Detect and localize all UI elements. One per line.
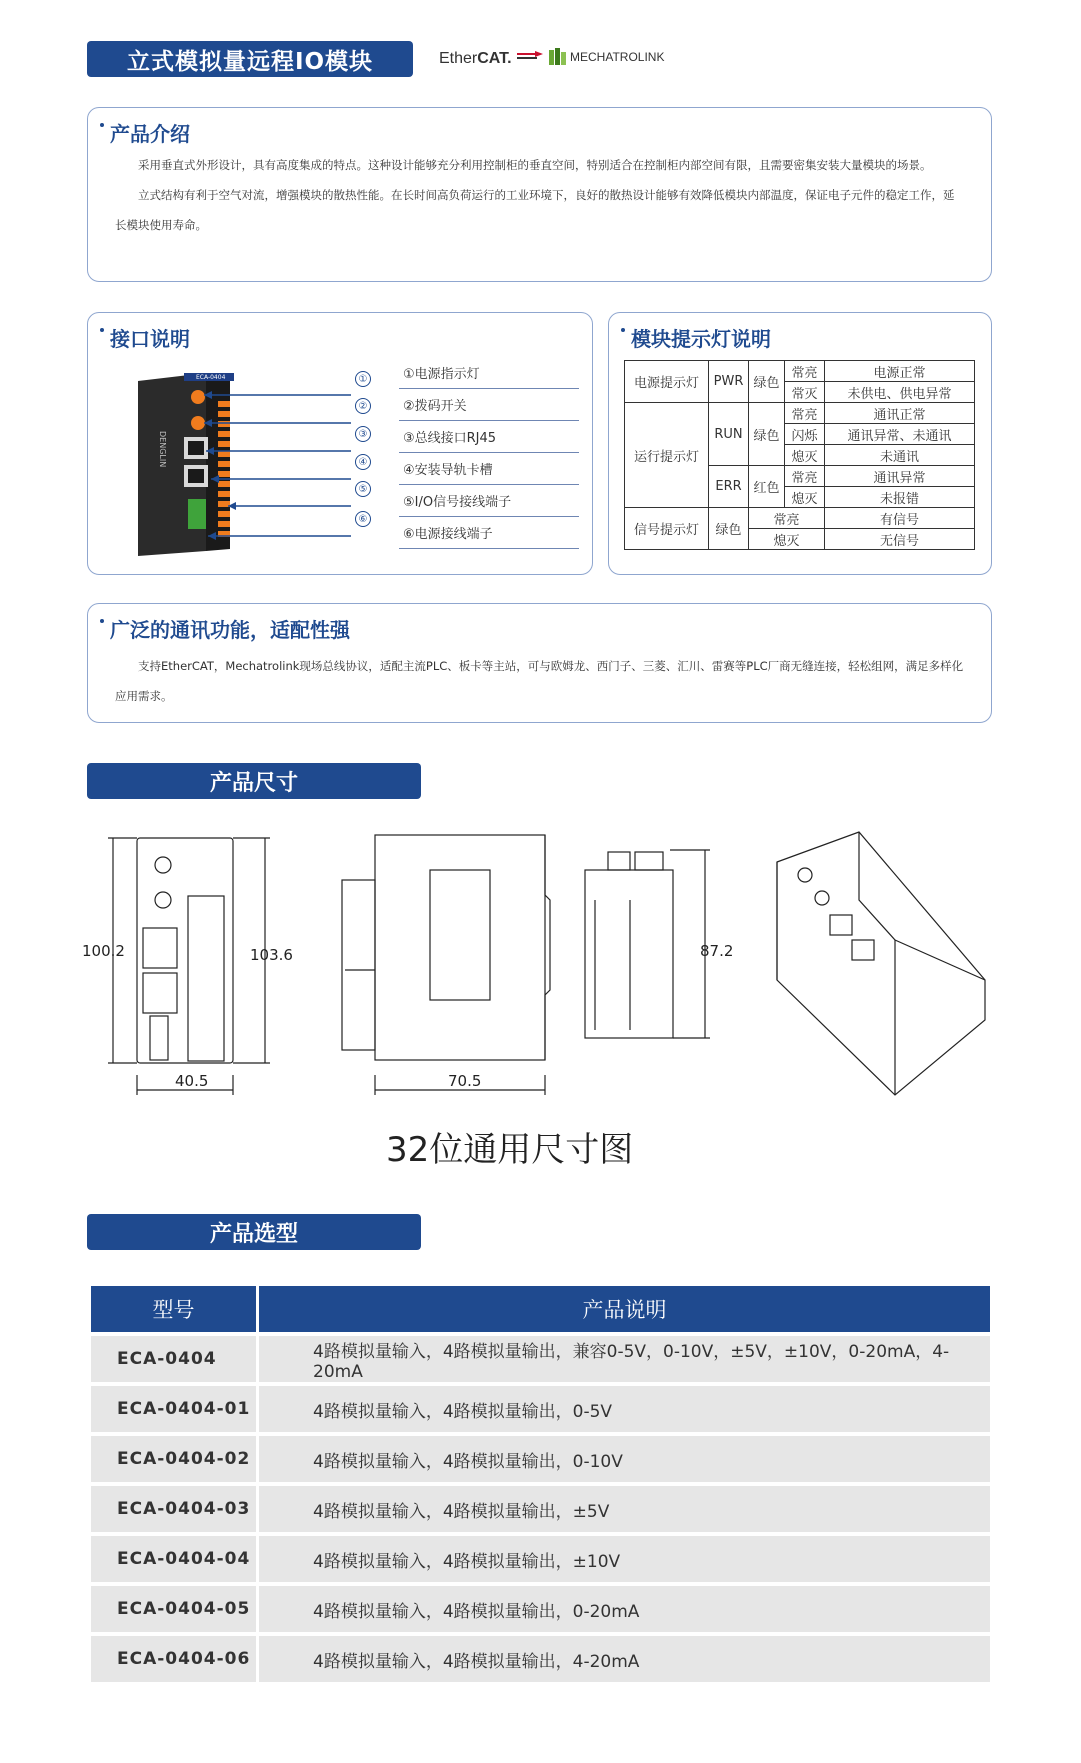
- mechatrolink-logo: [549, 48, 664, 65]
- dim-width-side: 70.5: [448, 1072, 482, 1090]
- table-row: [91, 1586, 990, 1632]
- model-cell: ECA-0404-02: [91, 1436, 259, 1482]
- dim-height-right: 103.6: [250, 946, 293, 964]
- ethercat-logo-text-a: Ether: [439, 50, 478, 67]
- model-cell: ECA-0404-03: [91, 1486, 259, 1532]
- description-cell: 4路模拟量输入，4路模拟量输出，兼容0-5V，0-10V，±5V，±10V，0-20mA，4-20mA: [259, 1336, 990, 1382]
- led-state: 常亮: [785, 403, 825, 424]
- dimension-caption: 32位通用尺寸图: [386, 1130, 634, 1170]
- table-row: [91, 1386, 990, 1432]
- dimension-drawing: [80, 820, 1010, 1150]
- callout-number: ⑥: [355, 511, 371, 527]
- led-color: 红色: [749, 466, 785, 508]
- led-group-run: 运行提示灯: [625, 403, 709, 508]
- callout-item: ⑤I/O信号接线端子: [399, 485, 579, 517]
- model-cell: ECA-0404-01: [91, 1386, 259, 1432]
- led-desc: 未供电、供电异常: [825, 382, 975, 403]
- ethercat-logo-text-b: CAT.: [477, 50, 512, 67]
- callout-list: [399, 357, 579, 549]
- interface-heading: [100, 323, 190, 352]
- model-cell: ECA-0404-06: [91, 1636, 259, 1682]
- callout-number: ⑤: [355, 481, 371, 497]
- callout-number: ③: [355, 426, 371, 442]
- led-state: 熄灭: [785, 445, 825, 466]
- description-cell: 4路模拟量输入，4路模拟量输出，0-5V: [259, 1386, 990, 1432]
- led-desc: 通讯异常: [825, 466, 975, 487]
- callout-item: ④安装导轨卡槽: [399, 453, 579, 485]
- dim-height-left: 100.2: [82, 942, 125, 960]
- led-state: 闪烁: [785, 424, 825, 445]
- ethercat-logo: [439, 50, 543, 68]
- mechatrolink-text: MECHATROLINK: [570, 49, 665, 64]
- dim-height-back: 87.2: [700, 942, 734, 960]
- intro-paragraph-2: 立式结构有利于空气对流，增强模块的散热性能。在长时间高负荷运行的工业环境下，良好的散热设计能够有效降低模块内部温度，保证电子元件的稳定工作，延长模块使用寿命。: [115, 188, 955, 232]
- interface-heading-text: 接口说明: [110, 327, 190, 351]
- callout-item: ②拨码开关: [399, 389, 579, 421]
- bullet-dot-icon: [621, 328, 625, 332]
- led-group-signal: 信号提示灯: [625, 508, 709, 550]
- page-title: 立式模拟量远程IO模块: [87, 41, 413, 77]
- led-state: 常亮: [785, 361, 825, 382]
- callout-number: ①: [355, 371, 371, 387]
- table-row: [91, 1636, 990, 1682]
- callout-item: ⑥电源接线端子: [399, 517, 579, 549]
- size-section-title: 产品尺寸: [87, 763, 421, 799]
- led-desc: 未通讯: [825, 445, 975, 466]
- device-brand-label: DENGLIN: [158, 431, 167, 468]
- led-desc: 有信号: [825, 508, 975, 529]
- bullet-dot-icon: [100, 328, 104, 332]
- intro-paragraph-1: 采用垂直式外形设计，具有高度集成的特点。这种设计能够充分利用控制柜的垂直空间，特别适合在控制柜内部空间有限，且需要密集安装大量模块的场景。: [138, 158, 932, 172]
- led-state: 常灭: [785, 382, 825, 403]
- table-row: [91, 1536, 990, 1582]
- led-state: 常亮: [749, 508, 825, 529]
- led-table: [624, 360, 975, 550]
- led-code: PWR: [709, 361, 749, 403]
- led-desc: 无信号: [825, 529, 975, 550]
- led-desc: 未报错: [825, 487, 975, 508]
- ethercat-arrow-icon: [517, 51, 543, 59]
- device-illustration: [126, 361, 356, 566]
- callout-number: ④: [355, 454, 371, 470]
- table-row: [91, 1336, 990, 1382]
- led-group-power: 电源提示灯: [625, 361, 709, 403]
- callout-number: ②: [355, 398, 371, 414]
- led-desc: 通讯正常: [825, 403, 975, 424]
- callout-item: ①电源指示灯: [399, 357, 579, 389]
- dim-width-front: 40.5: [175, 1072, 209, 1090]
- intro-heading-text: 产品介绍: [110, 122, 190, 146]
- selection-table: [91, 1282, 990, 1686]
- column-header-description: 产品说明: [259, 1286, 990, 1332]
- interface-card: [87, 312, 593, 575]
- model-cell: ECA-0404-04: [91, 1536, 259, 1582]
- intro-heading: [100, 118, 190, 147]
- led-color: 绿色: [749, 361, 785, 403]
- led-heading-text: 模块提示灯说明: [631, 327, 771, 351]
- table-row: [91, 1486, 990, 1532]
- table-header-row: [91, 1286, 990, 1332]
- column-header-model: 型号: [91, 1286, 259, 1332]
- description-cell: 4路模拟量输入，4路模拟量输出，0-20mA: [259, 1586, 990, 1632]
- description-cell: 4路模拟量输入，4路模拟量输出，0-10V: [259, 1436, 990, 1482]
- led-state: 熄灭: [749, 529, 825, 550]
- led-state: 熄灭: [785, 487, 825, 508]
- description-cell: 4路模拟量输入，4路模拟量输出，±5V: [259, 1486, 990, 1532]
- description-cell: 4路模拟量输入，4路模拟量输出，±10V: [259, 1536, 990, 1582]
- led-code: ERR: [709, 466, 749, 508]
- led-desc: 通讯异常、未通讯: [825, 424, 975, 445]
- model-cell: ECA-0404: [91, 1336, 259, 1382]
- bullet-dot-icon: [100, 123, 104, 127]
- led-code: RUN: [709, 403, 749, 466]
- description-cell: 4路模拟量输入，4路模拟量输出，4-20mA: [259, 1636, 990, 1682]
- comm-paragraph: 支持EtherCAT，Mechatrolink现场总线协议，适配主流PLC、板卡等主站，可与欧姆龙、西门子、三菱、汇川、雷赛等PLC厂商无缝连接，轻松组网，满足多样化应用需求。: [115, 659, 964, 703]
- model-cell: ECA-0404-05: [91, 1586, 259, 1632]
- callout-item: ③总线接口RJ45: [399, 421, 579, 453]
- table-row: [91, 1436, 990, 1482]
- comm-heading: [100, 614, 350, 643]
- led-indicator-card: [608, 312, 992, 575]
- device-model-label: ECA-0404: [196, 374, 226, 381]
- led-heading: [621, 323, 771, 352]
- led-color: 绿色: [709, 508, 749, 550]
- bullet-dot-icon: [100, 619, 104, 623]
- mechatrolink-mark-icon: [549, 48, 567, 65]
- comm-heading-text: 广泛的通讯功能，适配性强: [110, 618, 350, 642]
- intro-card: [87, 107, 992, 282]
- communication-card: [87, 603, 992, 723]
- led-state: 常亮: [785, 466, 825, 487]
- selection-section-title: 产品选型: [87, 1214, 421, 1250]
- led-color: 绿色: [749, 403, 785, 466]
- led-desc: 电源正常: [825, 361, 975, 382]
